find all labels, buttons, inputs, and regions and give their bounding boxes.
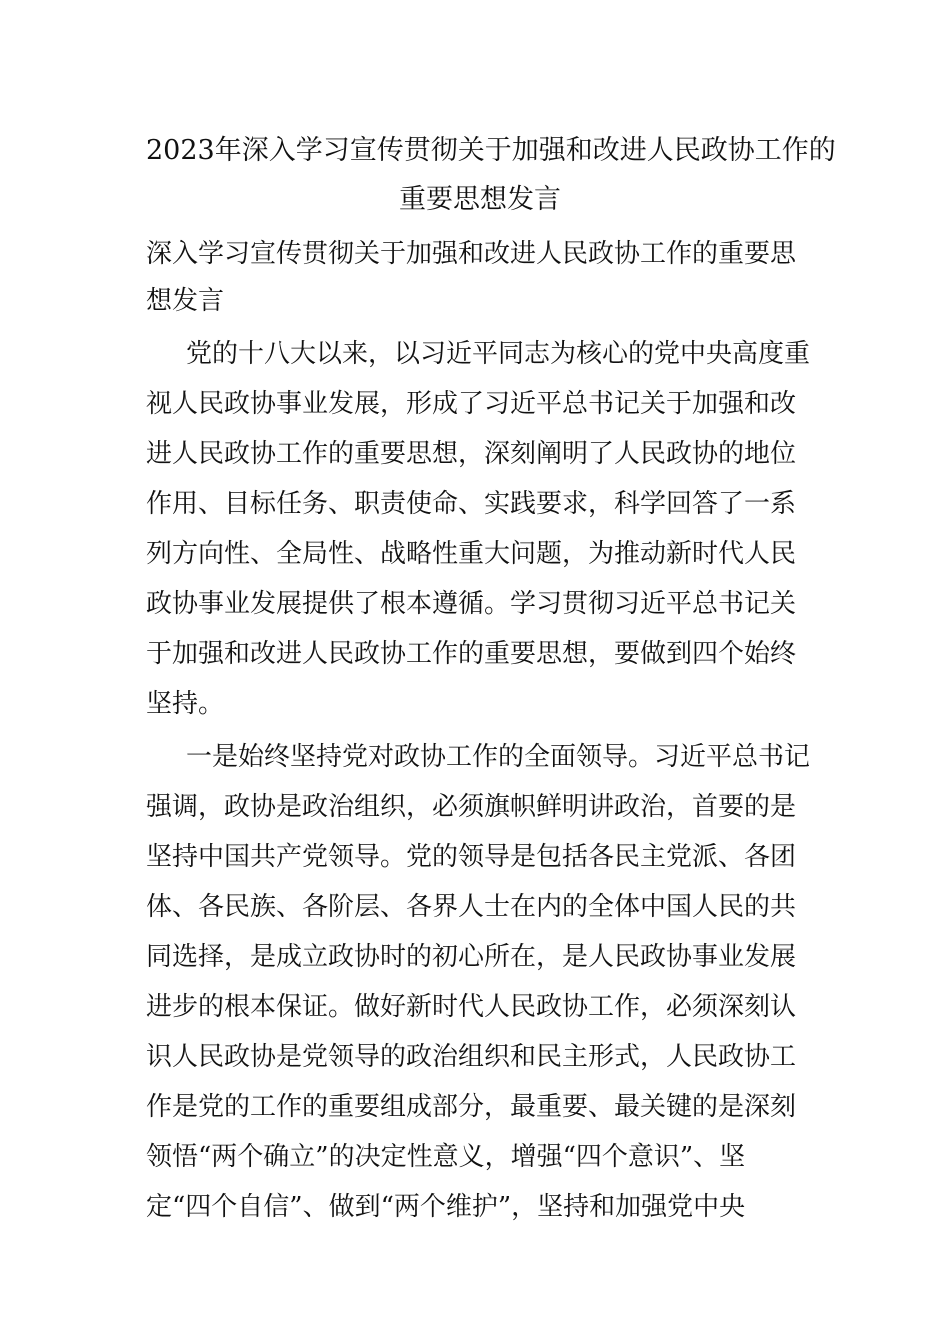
paragraph-2-line: 识人民政协是党领导的政治组织和民主形式，人民政协工 [146,1042,797,1072]
paragraph-2-line: 同选择，是成立政协时的初心所在，是人民政协事业发展 [146,942,797,972]
paragraph-2-line: 作是党的工作的重要组成部分，最重要、最关键的是深刻 [146,1092,797,1122]
paragraph-2-line: 坚持中国共产党领导。党的领导是包括各民主党派、各团 [146,842,797,872]
paragraph-1-line: 党的十八大以来，以习近平同志为核心的党中央高度重 [186,339,811,369]
paragraph-2-line: 强调，政协是政治组织，必须旗帜鲜明讲政治，首要的是 [146,792,797,822]
paragraph-2-line: 一是始终坚持党对政协工作的全面领导。习近平总书记 [186,742,811,772]
paragraph-1-line: 政协事业发展提供了根本遵循。学习贯彻习近平总书记关 [146,589,797,619]
subtitle-line-1: 深入学习宣传贯彻关于加强和改进人民政协工作的重要思 [146,239,797,269]
paragraph-2-line: 领悟“两个确立”的决定性意义，增强“四个意识”、坚 [146,1142,746,1172]
paragraph-1-line: 列方向性、全局性、战略性重大问题，为推动新时代人民 [146,539,797,569]
subtitle-line-2: 想发言 [146,286,225,316]
paragraph-1-line: 进人民政协工作的重要思想，深刻阐明了人民政协的地位 [146,439,797,469]
paragraph-1-line: 作用、目标任务、职责使命、实践要求，科学回答了一系 [146,489,797,519]
paragraph-1-line: 坚持。 [146,689,225,719]
document-title-line-1: 2023年深入学习宣传贯彻关于加强和改进人民政协工作的 [146,135,836,166]
paragraph-2-line: 体、各民族、各阶层、各界人士在内的全体中国人民的共 [146,892,797,922]
paragraph-2-line: 进步的根本保证。做好新时代人民政协工作，必须深刻认 [146,992,797,1022]
document-title-line-2: 重要思想发言 [399,184,561,215]
paragraph-2-line: 定“四个自信”、做到“两个维护”，坚持和加强党中央 [146,1192,746,1222]
paragraph-1-line: 于加强和改进人民政协工作的重要思想，要做到四个始终 [146,639,797,669]
paragraph-1-line: 视人民政协事业发展，形成了习近平总书记关于加强和改 [146,389,797,419]
